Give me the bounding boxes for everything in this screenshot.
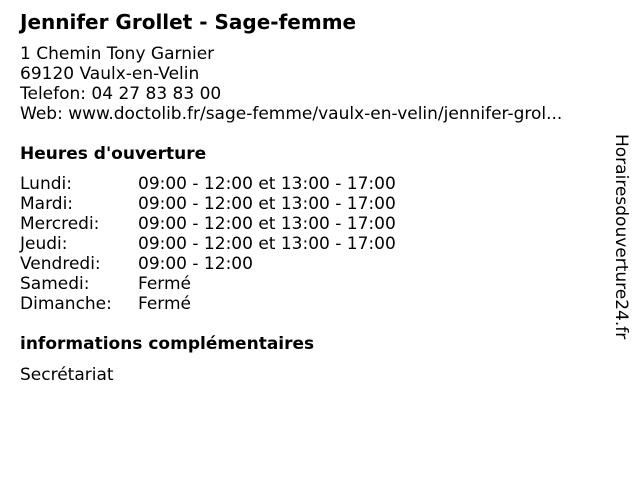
hours-time-value: Fermé — [138, 274, 192, 294]
additional-info-heading: informations complémentaires — [20, 334, 315, 354]
hours-time-value: 09:00 - 12:00 — [138, 254, 253, 274]
hours-day-label: Mardi: — [20, 194, 74, 214]
hours-day-label: Vendredi: — [20, 254, 101, 274]
hours-row-saturday — [20, 274, 396, 294]
address-city: 69120 Vaulx-en-Velin — [20, 64, 200, 84]
hours-row-thursday — [20, 234, 396, 254]
hours-row-sunday — [20, 294, 396, 314]
hours-day-label: Mercredi: — [20, 214, 100, 234]
hours-time-value: 09:00 - 12:00 et 13:00 - 17:00 — [138, 214, 396, 234]
hours-time-value: 09:00 - 12:00 et 13:00 - 17:00 — [138, 234, 396, 254]
hours-time-value: Fermé — [138, 294, 192, 314]
hours-day-label: Jeudi: — [20, 234, 68, 254]
hours-time-value: 09:00 - 12:00 et 13:00 - 17:00 — [138, 174, 396, 194]
phone-number[interactable]: Telefon: 04 27 83 83 00 — [20, 84, 222, 104]
hours-row-wednesday — [20, 214, 396, 234]
site-watermark — [611, 134, 631, 374]
hours-day-label: Lundi: — [20, 174, 72, 194]
hours-row-tuesday — [20, 194, 396, 214]
hours-time-value: 09:00 - 12:00 et 13:00 - 17:00 — [138, 194, 396, 214]
watermark-text: Horairesdouverture24.fr — [611, 134, 631, 340]
hours-day-label: Dimanche: — [20, 294, 112, 314]
website-link[interactable]: Web: www.doctolib.fr/sage-femme/vaulx-en-velin/jennifer-grol... — [20, 104, 563, 124]
additional-info-text: Secrétariat — [20, 365, 114, 385]
page-title: Jennifer Grollet - Sage-femme — [20, 10, 357, 34]
hours-day-label: Samedi: — [20, 274, 90, 294]
hours-row-monday — [20, 174, 396, 194]
hours-row-friday — [20, 254, 396, 274]
opening-hours-list — [20, 174, 396, 314]
address-street: 1 Chemin Tony Garnier — [20, 44, 215, 64]
opening-hours-heading: Heures d'ouverture — [20, 144, 207, 164]
